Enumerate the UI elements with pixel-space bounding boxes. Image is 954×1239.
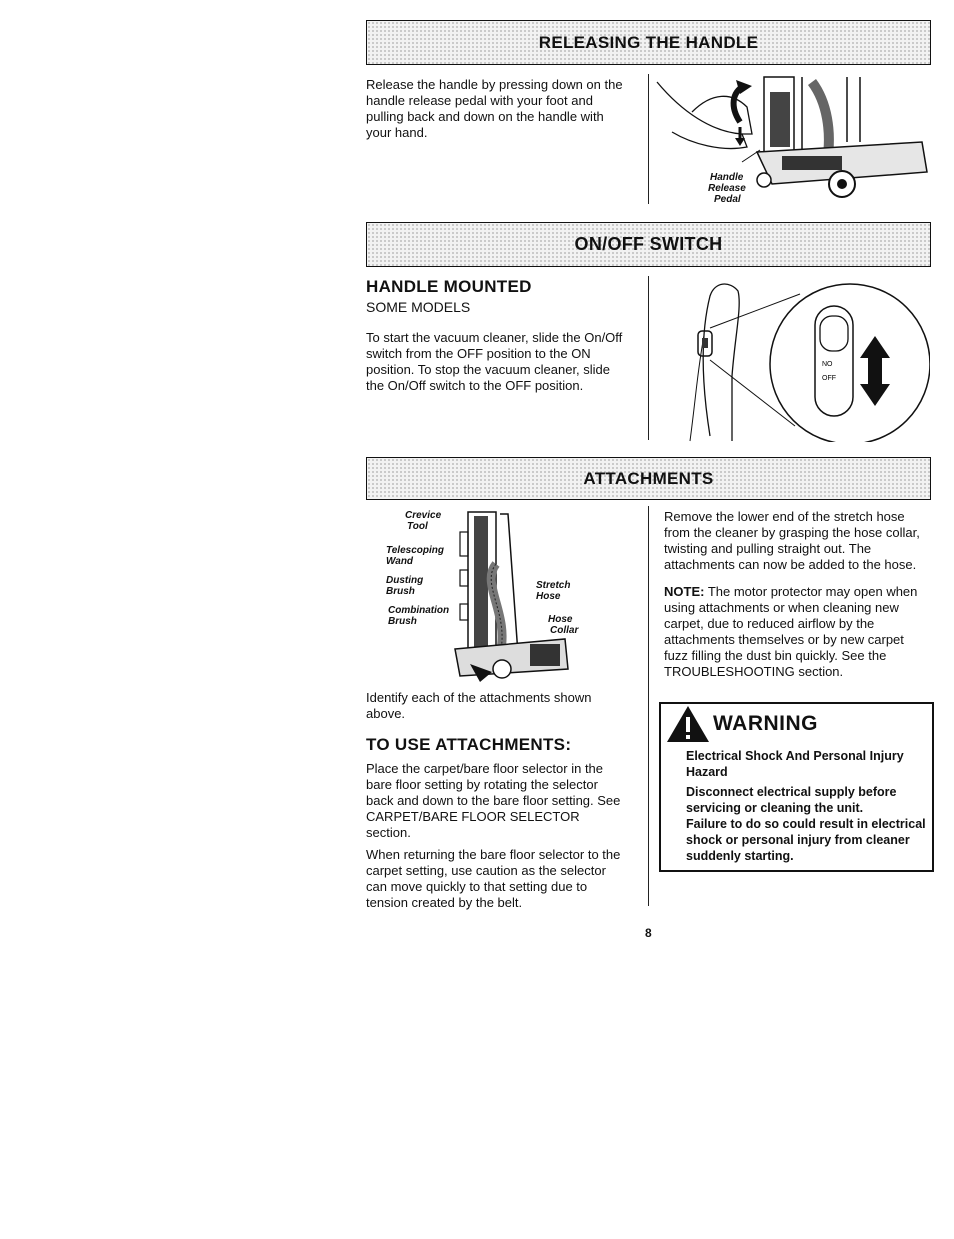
- switch-marking: OFF: [822, 375, 836, 382]
- releasing-text: Release the handle by pressing down on the handle release pedal with your foot and pulling back and down on the handle with your hand.: [366, 77, 623, 140]
- section-banner-attachments: [366, 457, 931, 500]
- hose-collar-label: [548, 614, 578, 636]
- note-label: NOTE:: [664, 584, 705, 599]
- warning-failure-line: Failure to do so could result in electrical shock or personal injury from cleaner suddenly starting.: [686, 817, 926, 863]
- to-use-paragraph-1: Place the carpet/bare floor selector in the bare floor setting by rotating the selector back and down to the bare floor setting. See CARPET/BARE FLOOR SELECTOR section.: [366, 761, 621, 840]
- onoff-text: To start the vacuum cleaner, slide the On/Off switch from the OFF position to the ON position. To stop the vacuum cleaner, slide the On/Off switch to the OFF position.: [366, 330, 623, 393]
- label-line: Crevice: [405, 510, 442, 521]
- label-line: Brush: [386, 586, 415, 597]
- label-line: Dusting: [386, 575, 424, 586]
- crevice-tool-label: [405, 510, 441, 532]
- label-line: Collar: [550, 625, 579, 636]
- label-line: Handle: [710, 172, 744, 183]
- warning-hazard-line: Electrical Shock And Personal Injury Hazard: [686, 749, 904, 779]
- identify-text: Identify each of the attachments shown above.: [366, 690, 592, 721]
- handle-release-pedal-label: [710, 172, 746, 205]
- onoff-switch-illustration: [670, 276, 930, 442]
- dusting-brush-label: [386, 575, 423, 597]
- stretch-hose-label: [536, 580, 570, 602]
- column-divider: [648, 506, 649, 906]
- warning-title: WARNING: [713, 712, 818, 735]
- vacuum-pedal-drawing: [652, 72, 932, 212]
- switch-marking: NO: [822, 361, 833, 368]
- label-line: Hose: [548, 614, 573, 625]
- warning-header: [661, 704, 932, 744]
- label-line: Release: [708, 183, 746, 194]
- handle-mounted-heading: HANDLE MOUNTED: [366, 277, 532, 296]
- section-title-attachments: ATTACHMENTS: [583, 468, 714, 488]
- section-title-onoff: ON/OFF SWITCH: [574, 234, 723, 254]
- label-line: Tool: [407, 521, 428, 532]
- note-text: [664, 584, 930, 680]
- label-line: Wand: [386, 556, 414, 567]
- label-line: Stretch: [536, 580, 571, 591]
- to-use-paragraph-2: When returning the bare floor selector to the carpet setting, use caution as the selector can move quickly to that setting due to tension created by the belt.: [366, 847, 621, 910]
- warning-triangle-icon: [665, 704, 711, 744]
- remove-hose-text: Remove the lower end of the stretch hose from the cleaner by grasping the hose collar, twisting and pulling straight out. The attachments can now be added to the hose.: [664, 509, 920, 572]
- label-line: Combination: [388, 605, 450, 616]
- page-number: 8: [645, 926, 652, 940]
- section-title-releasing: RELEASING THE HANDLE: [538, 32, 759, 52]
- note-body: The motor protector may open when using attachments or when cleaning new carpet, due to reduced airflow by the attachments themselves or by new carpet fuzz filling the dust bin quickly. See the TROUBLESHOOTING section.: [664, 584, 918, 679]
- label-line: Telescoping: [386, 545, 444, 556]
- telescoping-wand-label: [386, 545, 444, 567]
- warning-box: [659, 702, 934, 872]
- warning-disconnect-line: Disconnect electrical supply before servicing or cleaning the unit.: [686, 785, 897, 815]
- column-divider: [648, 74, 649, 204]
- handle-release-illustration: [652, 72, 932, 212]
- label-line: Pedal: [714, 194, 741, 205]
- to-use-attachments-heading: TO USE ATTACHMENTS:: [366, 735, 572, 754]
- section-banner-onoff: [366, 222, 931, 267]
- some-models-subheading: SOME MODELS: [366, 299, 471, 315]
- section-banner-releasing: [366, 20, 931, 65]
- combination-brush-label: [388, 605, 449, 627]
- switch-drawing: [670, 276, 930, 442]
- label-line: Hose: [536, 591, 561, 602]
- column-divider: [648, 276, 649, 440]
- label-line: Brush: [388, 616, 417, 627]
